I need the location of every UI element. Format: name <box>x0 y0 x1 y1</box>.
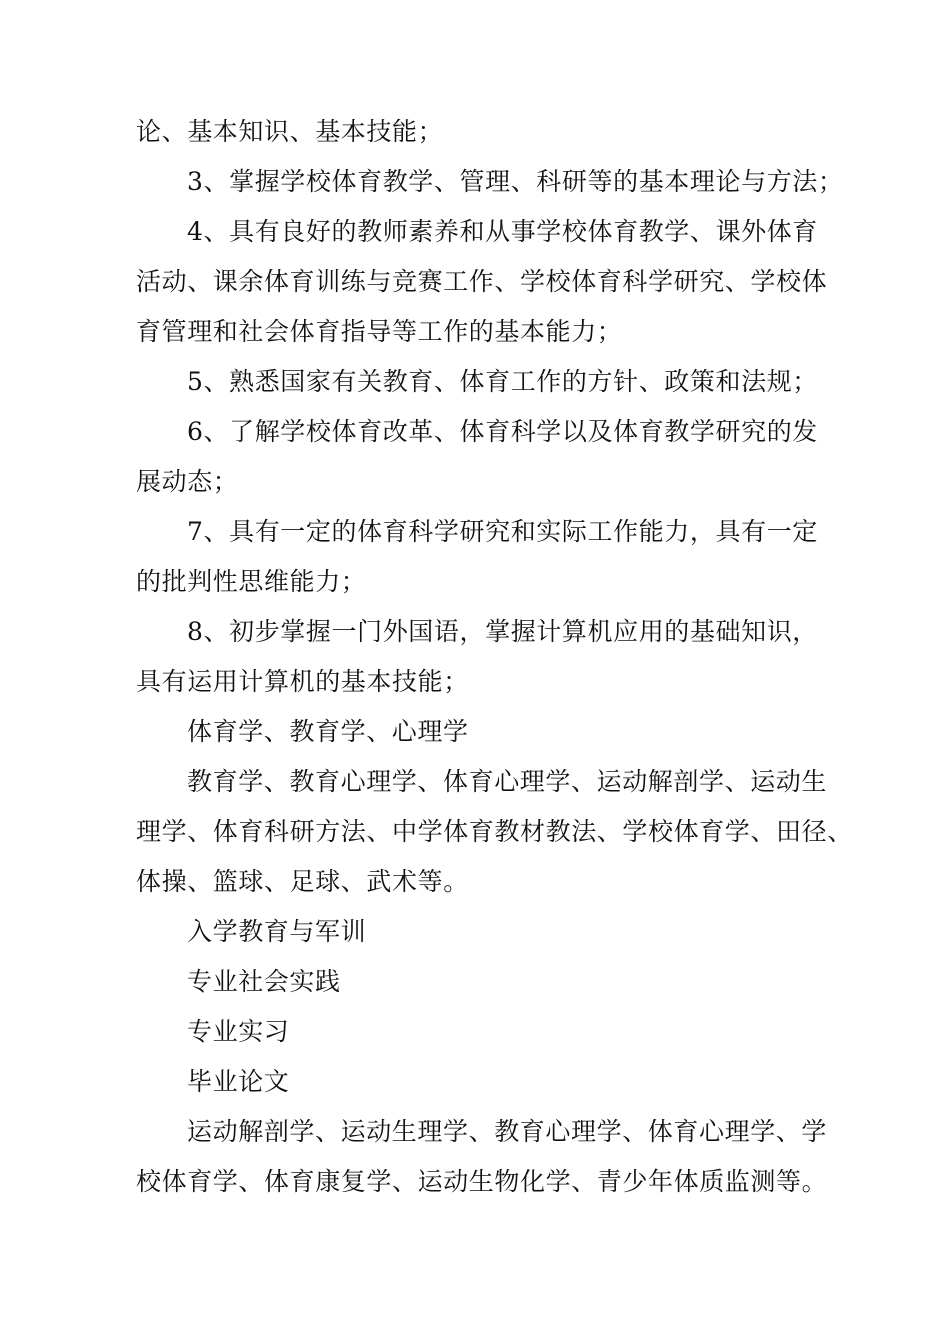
text-line: 7、具有一定的体育科学研究和实际工作能力，具有一定 <box>187 517 818 546</box>
text-line: 6、了解学校体育改革、体育科学以及体育教学研究的发 <box>187 417 818 446</box>
text-line: 专业社会实践 <box>187 967 341 996</box>
text-line: 8、初步掌握一门外国语，掌握计算机应用的基础知识， <box>187 617 818 646</box>
text-line: 具有运用计算机的基本技能； <box>136 667 469 696</box>
text-line: 毕业论文 <box>187 1067 290 1096</box>
text-line: 校体育学、体育康复学、运动生物化学、青少年体质监测等。 <box>136 1167 828 1196</box>
text-line: 3、掌握学校体育教学、管理、科研等的基本理论与方法； <box>187 167 844 196</box>
text-line: 活动、课余体育训练与竞赛工作、学校体育科学研究、学校体 <box>136 267 828 296</box>
text-line: 入学教育与军训 <box>187 917 367 946</box>
text-line: 5、熟悉国家有关教育、体育工作的方针、政策和法规； <box>187 367 818 396</box>
text-line: 展动态； <box>136 467 239 496</box>
text-line: 的批判性思维能力； <box>136 567 367 596</box>
text-line: 育管理和社会体育指导等工作的基本能力； <box>136 317 623 346</box>
text-line: 专业实习 <box>187 1017 290 1046</box>
text-line: 体操、篮球、足球、武术等。 <box>136 867 469 896</box>
text-line: 教育学、教育心理学、体育心理学、运动解剖学、运动生 <box>187 767 828 796</box>
text-line: 体育学、教育学、心理学 <box>187 717 469 746</box>
text-line: 运动解剖学、运动生理学、教育心理学、体育心理学、学 <box>187 1117 828 1146</box>
text-line: 论、基本知识、基本技能； <box>136 117 444 146</box>
text-line: 理学、体育科研方法、中学体育教材教法、学校体育学、田径、 <box>136 817 853 846</box>
text-line: 4、具有良好的教师素养和从事学校体育教学、课外体育 <box>187 217 818 246</box>
